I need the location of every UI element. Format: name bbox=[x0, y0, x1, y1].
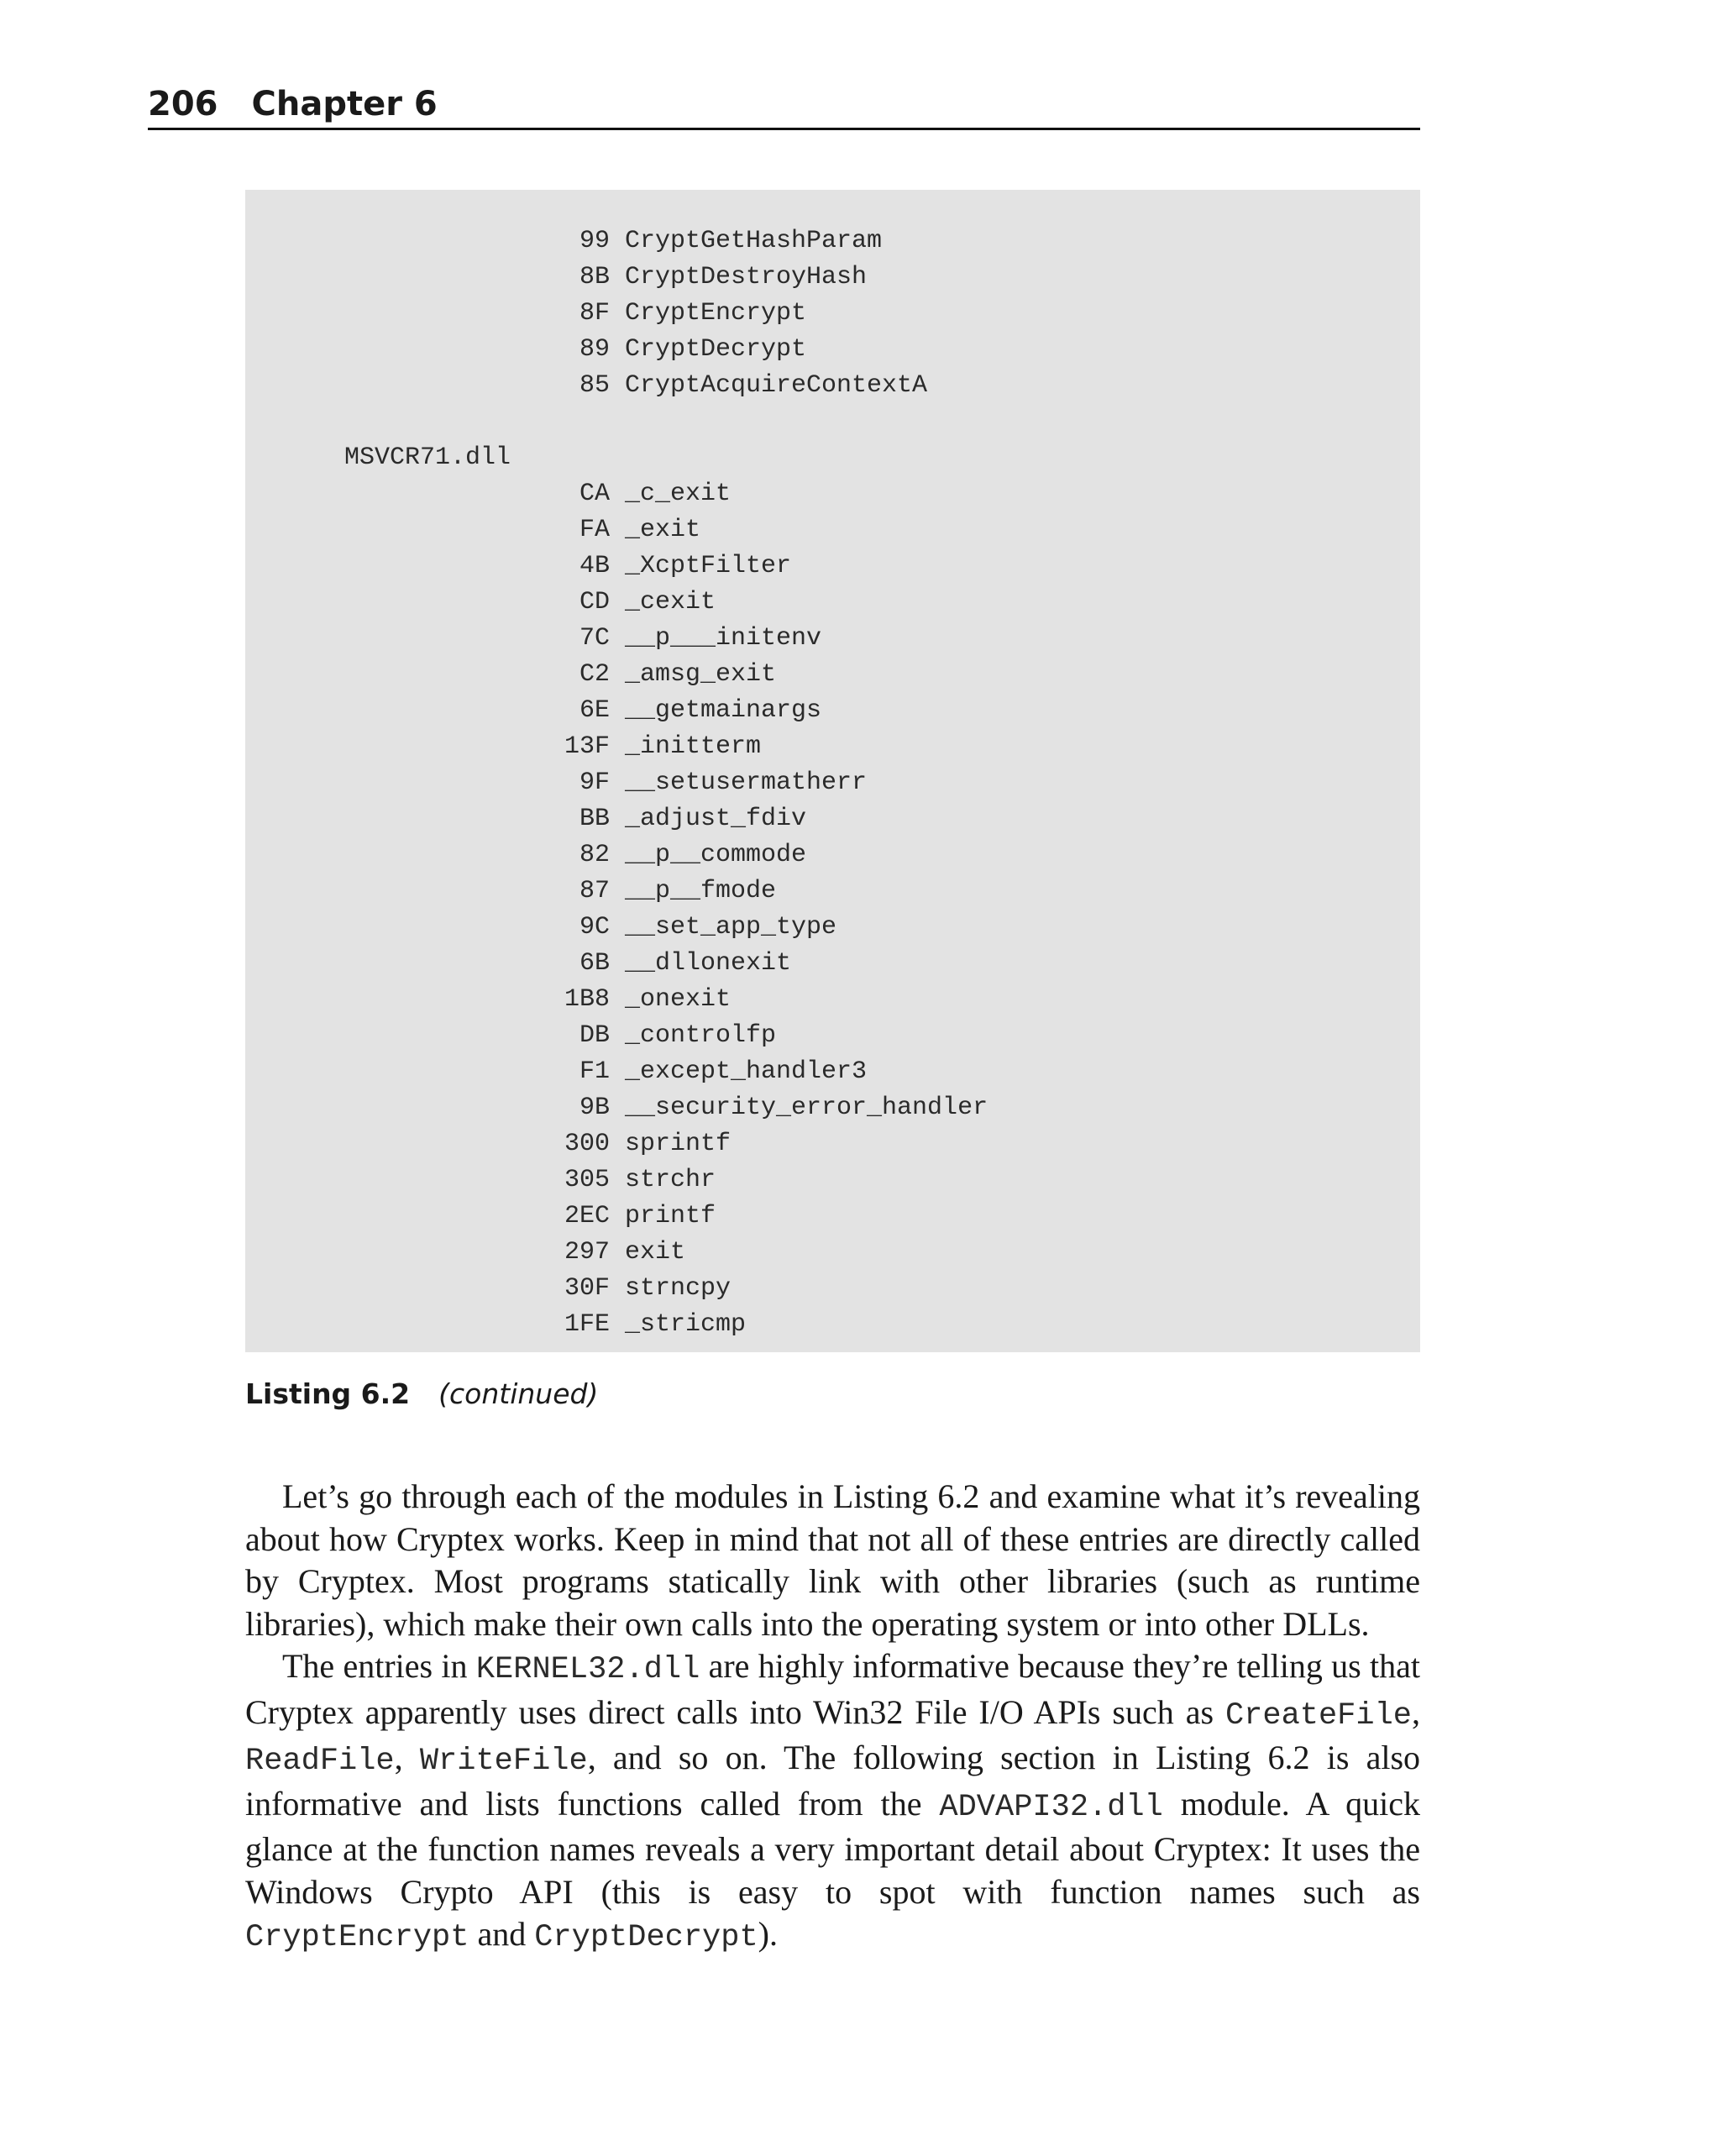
entry-function-name: __set_app_type bbox=[625, 913, 837, 942]
listing-entry bbox=[245, 1199, 988, 1235]
entry-ordinal: 30F bbox=[564, 1274, 610, 1303]
entry-function-name: _amsg_exit bbox=[625, 660, 777, 689]
listing-entry bbox=[245, 368, 988, 404]
module-name: MSVCR71.dll bbox=[344, 443, 511, 472]
entry-ordinal: 9C bbox=[579, 913, 610, 942]
entry-function-name: CryptGetHashParam bbox=[625, 227, 883, 255]
text-run: module. A quick glance at the function names reveals a very important detail about Cryptex: It uses the Windows Crypto API (this is easy to spot with function names such as bbox=[245, 1784, 1420, 1911]
listing-entry bbox=[245, 910, 988, 946]
entry-function-name: _XcptFilter bbox=[625, 552, 792, 580]
listing-entry bbox=[245, 223, 988, 260]
entry-function-name: _controlfp bbox=[625, 1021, 777, 1050]
entry-function-name: sprintf bbox=[625, 1130, 732, 1158]
entry-ordinal: 8B bbox=[579, 263, 610, 291]
listing-entry bbox=[245, 548, 988, 585]
text-run: and bbox=[469, 1915, 535, 1953]
text-run: , bbox=[1412, 1692, 1420, 1731]
entry-ordinal: 87 bbox=[579, 877, 610, 905]
entry-ordinal: BB bbox=[579, 805, 610, 833]
entry-function-name: _c_exit bbox=[625, 480, 732, 508]
entry-function-name: _onexit bbox=[625, 985, 732, 1014]
entry-ordinal: 9B bbox=[579, 1094, 610, 1122]
entry-function-name: __getmainargs bbox=[625, 696, 822, 725]
caption-label: Listing 6.2 bbox=[245, 1377, 411, 1410]
page-number: 206 bbox=[148, 85, 218, 123]
entry-function-name: __p__commode bbox=[625, 841, 807, 869]
entry-ordinal: 8F bbox=[579, 299, 610, 328]
entry-ordinal: 2EC bbox=[564, 1202, 610, 1230]
entry-ordinal: C2 bbox=[579, 660, 610, 689]
entry-ordinal: FA bbox=[579, 516, 610, 544]
entry-function-name: _cexit bbox=[625, 588, 716, 616]
entry-function-name: _stricmp bbox=[625, 1310, 747, 1339]
entry-function-name: _except_handler3 bbox=[625, 1057, 868, 1086]
entry-function-name: CryptAcquireContextA bbox=[625, 371, 928, 400]
entry-ordinal: 6E bbox=[579, 696, 610, 725]
listing-entry bbox=[245, 946, 988, 982]
entry-function-name: strchr bbox=[625, 1166, 716, 1194]
listing-entry bbox=[245, 1162, 988, 1199]
entry-ordinal: 99 bbox=[579, 227, 610, 255]
listing-entry bbox=[245, 1054, 988, 1090]
entry-ordinal: 9F bbox=[579, 769, 610, 797]
text-run: , bbox=[394, 1739, 420, 1776]
inline-code: CryptEncrypt bbox=[245, 1920, 469, 1955]
text-run: ). bbox=[758, 1915, 778, 1953]
entry-ordinal: DB bbox=[579, 1021, 610, 1050]
entry-ordinal: 297 bbox=[564, 1238, 610, 1267]
entry-function-name: _adjust_fdiv bbox=[625, 805, 807, 833]
listing-entry bbox=[245, 621, 988, 657]
paragraph-2 bbox=[245, 1645, 1420, 1959]
listing-caption bbox=[245, 1376, 598, 1413]
text-run: , and so on. The following section in Listing 6.2 is also informative and lists functions called from the bbox=[245, 1739, 1421, 1823]
listing-entry bbox=[245, 693, 988, 729]
entry-function-name: CryptDestroyHash bbox=[625, 263, 868, 291]
paragraph-1: Let’s go through each of the modules in Listing 6.2 and examine what it’s revealing about how Cryptex works. Keep in mind that not all of these entries are directly called by Cryptex. Most programs statically link with other libraries (such as runtime libraries), which make their own calls into the operating system or into other DLLs. bbox=[245, 1477, 1420, 1643]
listing-entry bbox=[245, 1307, 988, 1343]
entry-ordinal: 4B bbox=[579, 552, 610, 580]
entry-ordinal: 305 bbox=[564, 1166, 610, 1194]
inline-code: CreateFile bbox=[1224, 1697, 1412, 1734]
entry-function-name: __setusermatherr bbox=[625, 769, 868, 797]
entry-function-name: __p___initenv bbox=[625, 624, 822, 653]
listing-entry bbox=[245, 476, 988, 512]
blank-line bbox=[245, 404, 988, 440]
listing-entry bbox=[245, 1271, 988, 1307]
inline-code: KERNEL32.dll bbox=[475, 1652, 700, 1687]
inline-code: ReadFile bbox=[245, 1744, 395, 1779]
entry-ordinal: 85 bbox=[579, 371, 610, 400]
entry-function-name: __dllonexit bbox=[625, 949, 792, 978]
entry-ordinal: CA bbox=[579, 480, 610, 508]
listing-entry bbox=[245, 332, 988, 368]
entry-ordinal: 6B bbox=[579, 949, 610, 978]
entry-ordinal: CD bbox=[579, 588, 610, 616]
entry-function-name: __security_error_handler bbox=[625, 1094, 988, 1122]
listing-entry bbox=[245, 982, 988, 1018]
entry-function-name: _exit bbox=[625, 516, 701, 544]
entry-ordinal: 89 bbox=[579, 335, 610, 364]
chapter-title: Chapter 6 bbox=[251, 85, 438, 123]
listing-entry bbox=[245, 729, 988, 765]
entry-ordinal: 13F bbox=[564, 732, 610, 761]
inline-code: WriteFile bbox=[419, 1744, 588, 1779]
caption-note: (continued) bbox=[438, 1377, 599, 1410]
listing-entry bbox=[245, 1018, 988, 1054]
body-text bbox=[245, 1476, 1420, 1959]
entry-ordinal: 7C bbox=[579, 624, 610, 653]
listing-entry bbox=[245, 801, 988, 837]
listing-entry bbox=[245, 657, 988, 693]
entry-ordinal: F1 bbox=[579, 1057, 610, 1086]
entry-ordinal: 82 bbox=[579, 841, 610, 869]
listing-entry bbox=[245, 585, 988, 621]
listing-entry bbox=[245, 512, 988, 548]
entry-function-name: __p__fmode bbox=[625, 877, 777, 905]
text-run: The entries in bbox=[282, 1647, 476, 1685]
inline-code: ADVAPI32.dll bbox=[939, 1789, 1163, 1825]
code-listing bbox=[245, 190, 1420, 1352]
entry-function-name: exit bbox=[625, 1238, 686, 1267]
listing-entry bbox=[245, 296, 988, 332]
inline-code: CryptDecrypt bbox=[534, 1920, 758, 1955]
running-head bbox=[148, 81, 1420, 130]
entry-ordinal: 1FE bbox=[564, 1310, 610, 1339]
listing-entry bbox=[245, 260, 988, 296]
listing-entry bbox=[245, 765, 988, 801]
listing-entry bbox=[245, 1235, 988, 1271]
entry-function-name: _initterm bbox=[625, 732, 762, 761]
listing-entry bbox=[245, 837, 988, 873]
text-run: are highly informative because they’re telling us that Cryptex apparently uses direct calls into Win32 File I/O APIs such as bbox=[245, 1647, 1420, 1731]
listing-entry bbox=[245, 1126, 988, 1162]
entry-ordinal: 300 bbox=[564, 1130, 610, 1158]
entry-function-name: CryptEncrypt bbox=[625, 299, 807, 328]
code-lines bbox=[245, 223, 988, 1343]
entry-function-name: CryptDecrypt bbox=[625, 335, 807, 364]
listing-entry bbox=[245, 873, 988, 910]
entry-function-name: printf bbox=[625, 1202, 716, 1230]
entry-ordinal: 1B8 bbox=[564, 985, 610, 1014]
entry-function-name: strncpy bbox=[625, 1274, 732, 1303]
listing-entry bbox=[245, 1090, 988, 1126]
